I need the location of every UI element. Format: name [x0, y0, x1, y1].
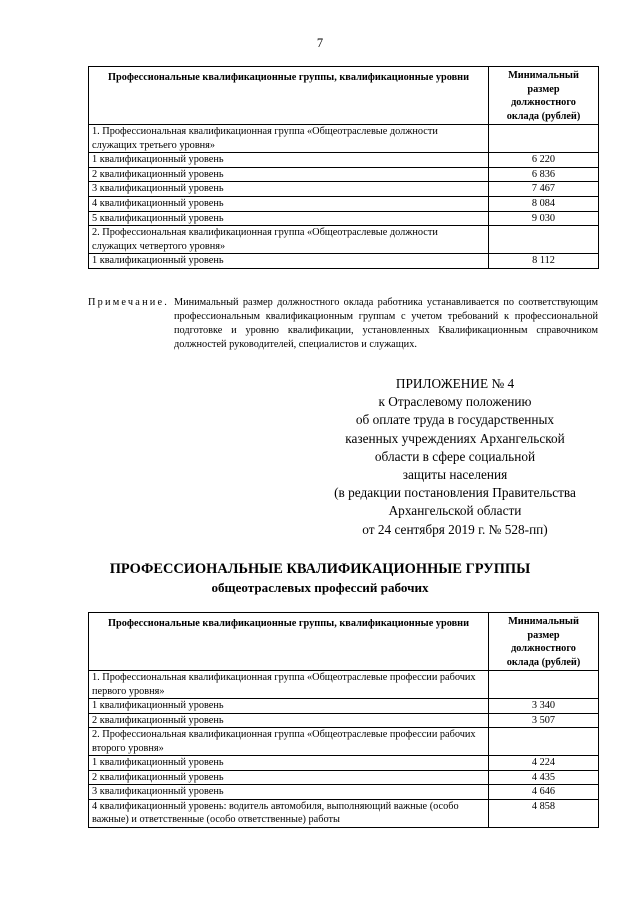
note [88, 296, 598, 352]
table-body [89, 671, 599, 827]
salary-value-cell [489, 728, 599, 756]
salary-value-cell: 4 435 [489, 770, 599, 785]
header-salary-cell [489, 613, 599, 671]
appendix-line: к Отраслевому положению [378, 394, 532, 410]
appendix-line: области в сфере социальной [374, 448, 536, 464]
salary-value-cell: 7 467 [489, 182, 599, 197]
group-label-cell: 2. Профессиональная квалификационная группа «Общеотраслевые должности служащих четвертого уровня» [89, 226, 489, 254]
salary-table-1 [88, 66, 599, 269]
table-header-row [89, 613, 599, 671]
level-label-cell: 2 квалификационный уровень [89, 167, 489, 182]
group-label-cell: 2. Профессиональная квалификационная группа «Общеотраслевые профессии рабочих второго уровня» [89, 728, 489, 756]
table-body [89, 125, 599, 268]
table-row [89, 728, 599, 756]
salary-value-cell: 3 340 [489, 699, 599, 714]
salary-table-2 [88, 612, 599, 828]
salary-value-cell: 6 220 [489, 153, 599, 168]
salary-value-cell: 6 836 [489, 167, 599, 182]
level-label-cell: 3 квалификационный уровень [89, 182, 489, 197]
table-row [89, 167, 599, 182]
table-row [89, 153, 599, 168]
table-row [89, 799, 599, 827]
group-label-cell: 4 квалификационный уровень: водитель автомобиля, выполняющий важные (особо важные) и ответственные (особо ответственные) работы [89, 799, 489, 827]
level-label-cell: 1 квалификационный уровень [89, 756, 489, 771]
note-text: Минимальный размер должностного оклада работника устанавливается по соответствующим профессиональным квалификационным группам с учетом требований к профессиональной подготовке и уровню квалификации, установленных Квалификационным справочником должностей руководителей, специалистов и служащих. [174, 297, 598, 350]
appendix-line: защиты населения [402, 467, 508, 483]
table-row [89, 125, 599, 153]
salary-value-cell: 3 507 [489, 713, 599, 728]
appendix-line: от 24 сентября 2019 г. № 528-пп) [362, 521, 548, 537]
header-group-cell: Профессиональные квалификационные группы, квалификационные уровни [89, 67, 489, 125]
appendix-line: об оплате труда в государственных [355, 412, 555, 428]
header-salary-line: Минимальный [508, 70, 579, 81]
appendix-line: (в редакции постановления Правительства [334, 485, 576, 501]
header-group-cell: Профессиональные квалификационные группы, квалификационные уровни [89, 613, 489, 671]
header-salary-line: размер [527, 83, 560, 95]
note-label: Примечание. [88, 297, 170, 308]
page-number: 7 [316, 36, 324, 50]
level-label-cell: 2 квалификационный уровень [89, 770, 489, 785]
appendix-line: Архангельской области [388, 503, 522, 519]
level-label-cell: 4 квалификационный уровень [89, 196, 489, 211]
salary-value-cell [489, 671, 599, 699]
table-row [89, 211, 599, 226]
table-row [89, 671, 599, 699]
level-label-cell: 2 квалификационный уровень [89, 713, 489, 728]
level-label-cell: 1 квалификационный уровень [89, 153, 489, 168]
salary-value-cell: 4 224 [489, 756, 599, 771]
table-row [89, 182, 599, 197]
header-salary-line: Минимальный [508, 616, 579, 627]
appendix-line: ПРИЛОЖЕНИЕ № 4 [395, 376, 515, 391]
group-label-cell: 1. Профессиональная квалификационная группа «Общеотраслевые должности служащих третьего уровня» [89, 125, 489, 153]
appendix-line: казенных учреждениях Архангельской [345, 430, 565, 446]
header-salary-line: оклада (рублей) [506, 110, 581, 122]
level-label-cell: 3 квалификационный уровень [89, 785, 489, 800]
table-row [89, 699, 599, 714]
group-label-cell: 1. Профессиональная квалификационная группа «Общеотраслевые профессии рабочих первого уровня» [89, 671, 489, 699]
header-salary-line: оклада (рублей) [506, 656, 581, 668]
table-header-row [89, 67, 599, 125]
salary-value-cell [489, 226, 599, 254]
level-label-cell: 1 квалификационный уровень [89, 253, 489, 268]
page-subtitle: общеотраслевых профессий рабочих [211, 580, 429, 595]
salary-value-cell [489, 125, 599, 153]
salary-value-cell: 4 646 [489, 785, 599, 800]
page-title: ПРОФЕССИОНАЛЬНЫЕ КВАЛИФИКАЦИОННЫЕ ГРУППЫ [109, 561, 531, 577]
salary-value-cell: 9 030 [489, 211, 599, 226]
level-label-cell: 5 квалификационный уровень [89, 211, 489, 226]
table-row [89, 226, 599, 254]
salary-value-cell: 8 084 [489, 196, 599, 211]
header-salary-line: должностного [511, 97, 576, 109]
salary-value-cell: 4 858 [489, 799, 599, 827]
appendix-header [305, 375, 605, 539]
header-salary-cell [489, 67, 599, 125]
salary-value-cell: 8 112 [489, 253, 599, 268]
table-row [89, 713, 599, 728]
header-salary-line: размер [527, 629, 560, 641]
header-salary-line: должностного [511, 643, 576, 655]
table-row [89, 253, 599, 268]
table-row [89, 756, 599, 771]
table-row [89, 770, 599, 785]
level-label-cell: 1 квалификационный уровень [89, 699, 489, 714]
table-row [89, 196, 599, 211]
table-row [89, 785, 599, 800]
